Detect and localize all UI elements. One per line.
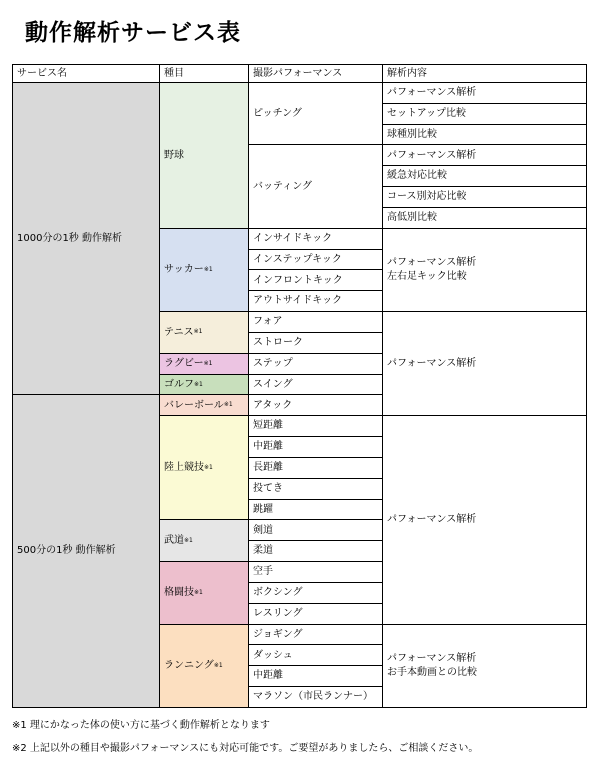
footnote-2: ※2 上記以外の種目や撮影パフォーマンスにも対応可能です。ご要望がありましたら、ご相談ください。: [12, 743, 479, 754]
header-sport: 種目: [160, 65, 249, 83]
analysis-item: 高低別比較: [383, 208, 587, 229]
performance-stroke: ストローク: [249, 333, 383, 354]
service-table: [12, 64, 587, 708]
sport-label: サッカー: [164, 264, 204, 276]
sport-label: テニス: [164, 326, 194, 338]
analysis-running: [383, 625, 587, 708]
sport-baseball: [160, 83, 249, 229]
analysis-item: 球種別比較: [383, 125, 587, 146]
service-500: 500分の1秒 動作解析: [13, 395, 160, 707]
sport-label: 武道: [164, 534, 184, 546]
performance-inside-kick: インサイドキック: [249, 229, 383, 250]
service-1000: 1000分の1秒 動作解析: [13, 83, 160, 395]
header-performance: 撮影パフォーマンス: [249, 65, 383, 83]
performance-kendo: 剣道: [249, 520, 383, 541]
performance-marathon: マラソン（市民ランナー）: [249, 687, 383, 708]
performance-throwing: 投てき: [249, 479, 383, 500]
performance-batting: バッティング: [249, 145, 383, 228]
analysis-line: 左右足キック比較: [387, 270, 467, 282]
sport-tennis: テニス ※1: [160, 312, 249, 354]
analysis-soccer: [383, 229, 587, 312]
performance-jumping: 跳躍: [249, 500, 383, 521]
sport-rugby: ラグビー ※1: [160, 354, 249, 375]
page-title: 動作解析サービス表: [25, 20, 241, 46]
analysis-item: パフォーマンス解析: [383, 83, 587, 104]
performance-swing: スイング: [249, 375, 383, 396]
performance-instep-kick: インステップキック: [249, 250, 383, 271]
analysis-line: お手本動画との比較: [387, 666, 477, 678]
sport-label: 格闘技: [164, 587, 194, 599]
sport-combat: 格闘技 ※1: [160, 562, 249, 624]
analysis-line: パフォーマンス解析: [387, 653, 477, 665]
performance-outside-kick: アウトサイドキック: [249, 291, 383, 312]
sport-label: 陸上競技: [164, 462, 204, 474]
analysis-line: パフォーマンス解析: [387, 257, 477, 269]
performance-attack: アタック: [249, 395, 383, 416]
performance-fore: フォア: [249, 312, 383, 333]
sport-running: ランニング ※1: [160, 625, 249, 708]
analysis-item: セットアップ比較: [383, 104, 587, 125]
sport-volleyball: バレーボール ※1: [160, 395, 249, 416]
header-analysis: 解析内容: [383, 65, 587, 83]
performance-judo: 柔道: [249, 541, 383, 562]
analysis-item: パフォーマンス解析: [383, 145, 587, 166]
performance-long-distance: 長距離: [249, 458, 383, 479]
performance-step: ステップ: [249, 354, 383, 375]
performance-pitching: ピッチング: [249, 83, 383, 145]
footnote-1: ※1 理にかなった体の使い方に基づく動作解析となります: [12, 720, 270, 731]
analysis-item: コース別対応比較: [383, 187, 587, 208]
performance-boxing: ボクシング: [249, 583, 383, 604]
header-service-name: サービス名: [13, 65, 160, 83]
analysis-service2: パフォーマンス解析: [383, 416, 587, 624]
sport-label: ラグビー: [164, 357, 204, 369]
performance-short-distance: 短距離: [249, 416, 383, 437]
analysis-item: 緩急対応比較: [383, 166, 587, 187]
sport-label: ランニング: [164, 659, 214, 671]
sport-golf: ゴルフ ※1: [160, 375, 249, 396]
sport-budo: 武道 ※1: [160, 520, 249, 562]
performance-dash: ダッシュ: [249, 645, 383, 666]
sport-label: 野球: [164, 149, 184, 161]
performance-infront-kick: インフロントキック: [249, 270, 383, 291]
performance-jogging: ジョギング: [249, 625, 383, 646]
performance-middle-distance: 中距離: [249, 437, 383, 458]
performance-wrestling: レスリング: [249, 604, 383, 625]
sport-athletics: 陸上競技 ※1: [160, 416, 249, 520]
performance-karate: 空手: [249, 562, 383, 583]
analysis-ball-sports: パフォーマンス解析: [383, 312, 587, 416]
performance-middle-distance-run: 中距離: [249, 666, 383, 687]
sport-label: バレーボール: [164, 399, 224, 411]
sport-soccer: サッカー ※1: [160, 229, 249, 312]
sport-label: ゴルフ: [164, 378, 194, 390]
